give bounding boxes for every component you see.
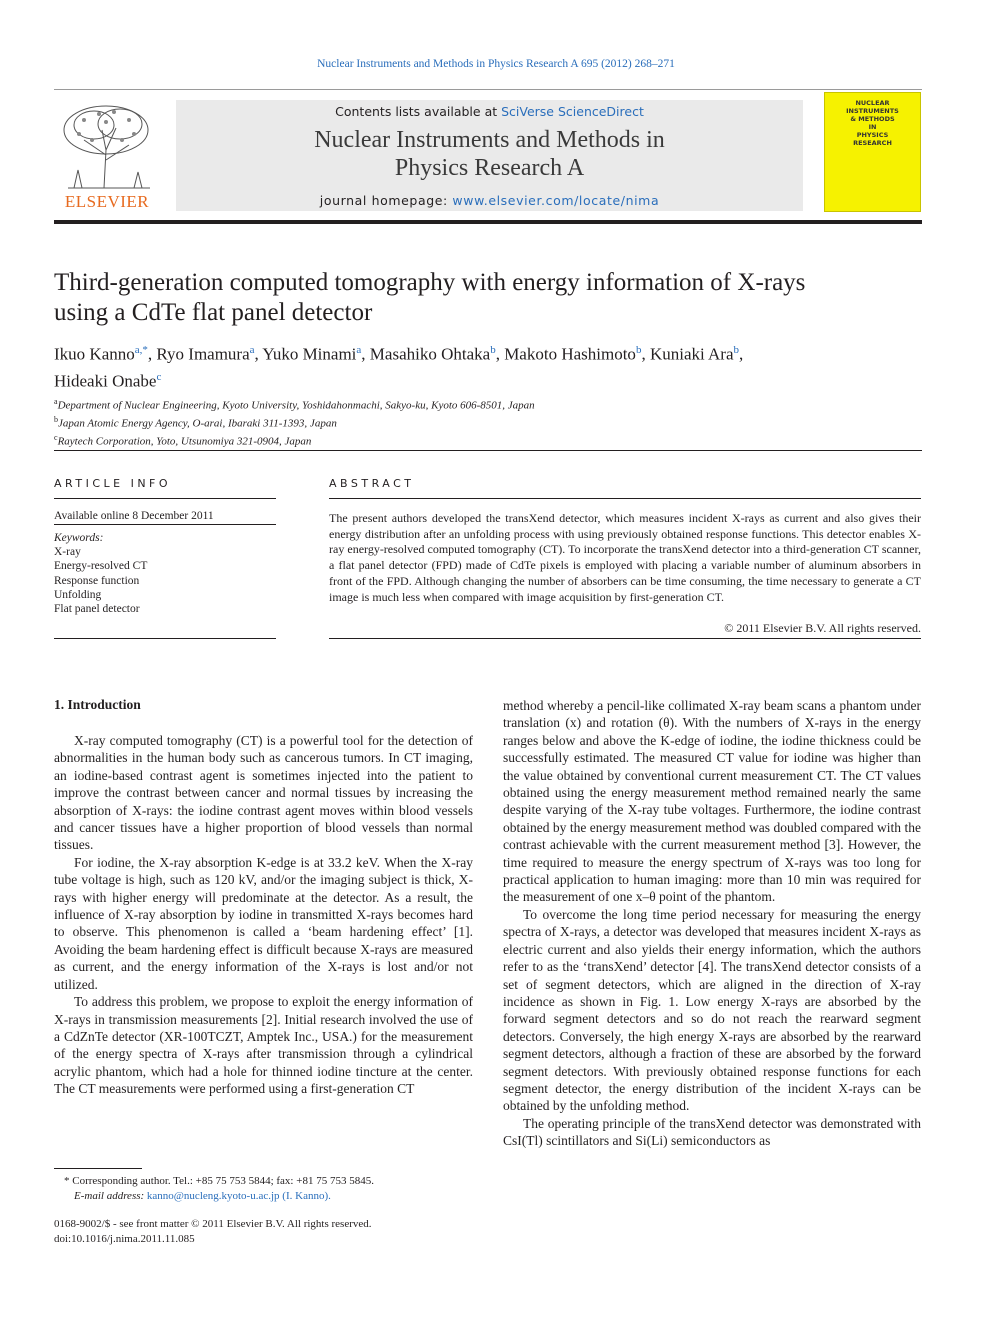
keywords-label: Keywords: <box>54 532 104 544</box>
body-column-right <box>503 697 921 1150</box>
abstract-copyright: © 2011 Elsevier B.V. All rights reserved. <box>724 621 921 635</box>
author-name: Makoto Hashimoto <box>504 344 636 364</box>
available-online: Available online 8 December 2011 <box>54 510 214 522</box>
author-affiliation-mark[interactable]: b <box>733 344 740 356</box>
author-name: Hideaki Onabe <box>54 371 157 391</box>
author-affiliation-mark[interactable]: c <box>156 370 162 383</box>
header-divider <box>54 89 922 90</box>
publisher-name: ELSEVIER <box>64 192 150 211</box>
affiliation-item <box>54 413 754 431</box>
article-title <box>54 268 924 328</box>
body-column-left <box>54 732 473 1098</box>
contents-line <box>176 104 803 119</box>
article-info-heading: ARTICLE INFO <box>54 477 172 490</box>
author-affiliation-mark[interactable]: a <box>249 344 255 356</box>
email-note <box>54 1189 474 1204</box>
author-name: Masahiko Ohtaka <box>369 344 491 364</box>
homepage-line <box>176 193 803 208</box>
journal-title-line1: Nuclear Instruments and Methods in <box>314 127 665 153</box>
corresponding-author-note: * Corresponding author. Tel.: +85 75 753 5844; fax: +81 75 753 5845. <box>64 1175 374 1187</box>
journal-cover-thumbnail[interactable] <box>824 92 921 212</box>
tree-icon <box>54 100 160 190</box>
paragraph: For iodine, the X-ray absorption K-edge is at 33.2 keV. When the X-ray tube voltage is high, such as 120 kV, and/or the imaging subject is thick, X-rays with higher energy will predominate at the detector. As a result, the influence of X-ray absorption by iodine in transmitted X-rays becomes hard to observe. This phenomenon is called a ‘beam hardening effect’ [1]. Avoiding the beam hardening effect is difficult because X-rays are measured as current, and the energy information of the X-rays is lost and/or not utilized. <box>54 854 473 992</box>
author-affiliation-mark[interactable]: b <box>635 344 642 356</box>
keyword-item: Flat panel detector <box>54 603 140 616</box>
abstract-heading: ABSTRACT <box>329 477 415 490</box>
email-label: E-mail address: <box>74 1189 145 1202</box>
author-name: Yuko Minami <box>262 344 357 364</box>
keywords-list <box>54 545 147 616</box>
section-heading-introduction: 1. Introduction <box>54 697 141 712</box>
journal-title <box>176 126 803 182</box>
elsevier-logo <box>54 100 160 216</box>
email-link[interactable]: kanno@nucleng.kyoto-u.ac.jp (I. Kanno). <box>146 1189 331 1202</box>
footnote-rule <box>54 1168 142 1169</box>
doi-line: doi:10.1016/j.nima.2011.11.085 <box>54 1232 195 1245</box>
article-info-rule-3 <box>54 638 276 639</box>
affiliation-text: Raytech Corporation, Yoto, Utsunomiya 321-0904, Japan <box>57 435 312 448</box>
journal-title-line2: Physics Research A <box>394 155 585 181</box>
paragraph: X-ray computed tomography (CT) is a powerful tool for the detection of abnormalities in the human body such as cancerous tumors. In CT imaging, an iodine-based contrast agent is sometimes injected into the patient to improve the contrast between cancer and normal tissues by increasing the absorption of X-rays: the iodine contrast agent moves within blood vessels and cancer tissues have a higher proportion of blood vessels than normal tissues. <box>54 733 473 853</box>
affiliation-mark: c <box>54 433 58 443</box>
article-info-rule-2 <box>54 524 276 525</box>
homepage-prefix: journal homepage: <box>319 193 453 208</box>
author-separator: , <box>739 344 744 364</box>
section-divider <box>54 450 922 451</box>
author-affiliation-mark[interactable]: a,* <box>134 344 148 356</box>
homepage-link[interactable]: www.elsevier.com/locate/nima <box>452 193 660 208</box>
abstract-bottom-rule <box>329 638 921 639</box>
abstract-text: The present authors developed the transXend detector, which measures incident X-rays as current and also gives their energy distribution after an unfolding process with using previously obtained response functions. This detector enables X-ray energy-resolved computed tomography (CT). To incorporate the transXend detector into a third-generation CT scanner, a flat panel detector (FPD) made of CdTe pixels is employed with placing a variable number of aluminum absorbers in front of the FPD. Although changing the number of absorbers can be time consuming, the time necessary to generate a CT image is much less when compared with image acquisition by first-generation CT. <box>329 511 921 604</box>
article-title-line1: Third-generation computed tomography with energy information of X-rays <box>54 269 806 296</box>
keyword-item: X-ray <box>54 546 81 558</box>
affiliation-item <box>54 431 754 449</box>
affiliation-mark: a <box>54 397 58 406</box>
author-separator: , <box>254 344 263 364</box>
paragraph: method whereby a pencil-like collimated X-ray beam scans a phantom under translation (x) and rotation (θ). With the numbers of X-rays in the energy ranges below and above the K-edge of iodine, the iodine thickness could be successfully estimated. The measured CT value for iodine was higher than the value obtained by conventional current measurement CT. The CT values obtained using the energy measurement method remained nearly the same despite varying of the X-ray tube voltages. Furthermore, the iodine contrast obtained by the energy measurement method was doubled compared with the contrast achievable with the current measurement method [3]. However, the time required to measure the energy spectrum of X-rays was too long for practical application to human imaging: more than 10 min was required for the measurement of one x–θ point of the phantom. <box>503 698 921 905</box>
paragraph: To address this problem, we propose to exploit the energy information of X-rays in transmission measurements [2]. Initial research involved the use of a CdZnTe detector (XR-100TCZT, Amptek Inc., USA.) for the measurement of the energy spectra of X-rays after transmission through a cylindrical acrylic phantom, which had a hole for thinned iodine tincture at the center. The CT measurements were performed using a first-generation CT <box>54 994 473 1097</box>
author-separator: , <box>495 344 505 364</box>
sciencedirect-link[interactable]: SciVerse ScienceDirect <box>501 104 644 119</box>
bottom-metadata <box>54 1217 474 1246</box>
author-separator: , <box>361 344 370 364</box>
author-separator: , <box>641 344 650 364</box>
citation-link[interactable]: Nuclear Instruments and Methods in Physics Research A 695 (2012) 268–271 <box>317 58 675 70</box>
abstract-rule <box>329 498 921 499</box>
affiliation-item <box>54 395 754 413</box>
footnotes <box>54 1174 474 1203</box>
author-affiliation-mark[interactable]: b <box>490 344 496 356</box>
cover-title: NUCLEAR INSTRUMENTS & METHODS IN PHYSICS RESEARCH <box>846 99 899 147</box>
author-name: Ikuo Kanno <box>54 344 135 364</box>
author-separator: , <box>147 344 157 364</box>
article-title-line2: using a CdTe flat panel detector <box>54 299 373 326</box>
author-list <box>54 339 924 392</box>
contents-prefix: Contents lists available at <box>335 104 502 119</box>
paragraph: To overcome the long time period necessary for measuring the energy spectra of X-rays, a detector was developed that measures incident X-rays as electric current and also yields their energy information, which the authors refer to as the ‘transXend’ detector [4]. The transXend detector consists of a set of segment detectors, which are aligned in the direction of X-ray incidence as shown in Fig. 1. Low energy X-rays are absorbed by the forward segment detectors and so do not reach the rearward segment detectors. Conversely, the high energy X-rays are absorbed by the rearward segment detectors, although a fraction of these are absorbed by the forward segment detectors. With previously obtained response functions for each segment detector, the energy distribution of the incident X-rays can be obtained by the unfolding method. <box>503 906 921 1114</box>
author-affiliation-mark[interactable]: a <box>356 344 362 356</box>
author-name: Ryo Imamura <box>156 344 250 364</box>
keyword-item: Unfolding <box>54 588 102 601</box>
keyword-item: Response function <box>54 574 140 587</box>
affiliation-text: Department of Nuclear Engineering, Kyoto University, Yoshidahonmachi, Sakyo-ku, Kyoto 606-8501, Japan <box>57 399 535 412</box>
journal-masthead <box>176 100 803 211</box>
affiliation-text: Japan Atomic Energy Agency, O-arai, Ibaraki 311-1393, Japan <box>58 417 337 430</box>
issn-line: 0168-9002/$ - see front matter © 2011 Elsevier B.V. All rights reserved. <box>54 1218 372 1230</box>
author-name: Kuniaki Ara <box>649 344 734 364</box>
affiliation-mark: b <box>54 415 58 425</box>
article-info-rule <box>54 498 276 499</box>
affiliation-list <box>54 395 754 449</box>
keyword-item: Energy-resolved CT <box>54 560 148 573</box>
paragraph: The operating principle of the transXend detector was demonstrated with CsI(Tl) scintillators and Si(Li) semiconductors as <box>503 1115 921 1149</box>
header-thick-rule <box>54 220 922 224</box>
